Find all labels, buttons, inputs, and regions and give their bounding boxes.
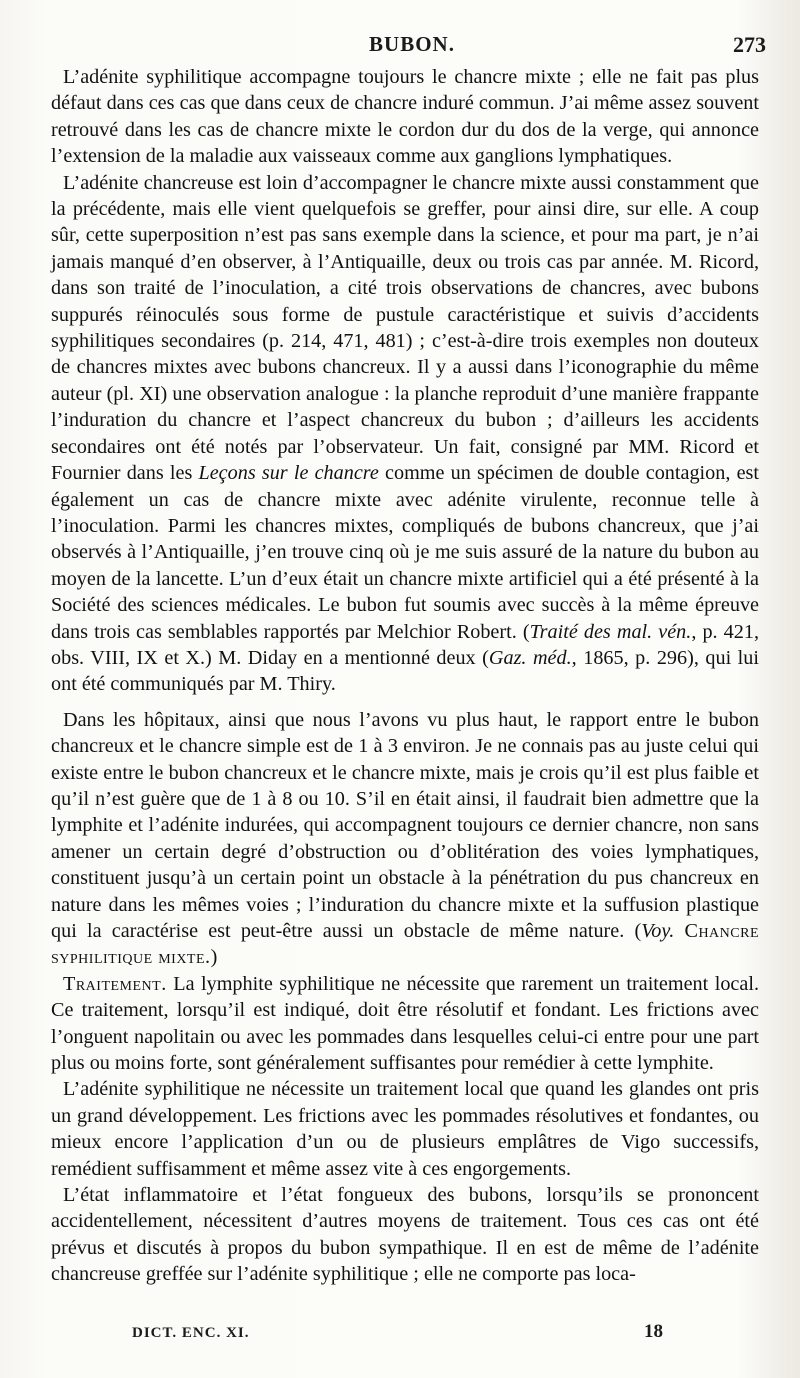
text-run: L’adénite chancreuse est loin d’accompagner le chancre mixte aussi constamment que la précédente, mais elle vient quelquefois se greffer, pour ainsi dire, sur elle. A coup sûr, cette superposition n’est pas sans exemple dans la science, et pour ma part, je n’ai jamais manqué d’en observer, à l’Antiquaille, deux ou trois cas par année. M. Ricord, dans son traité de l’inoculation, a cité trois observations de chancres, avec bubons suppurés réinoculés sous forme de pustule caractéristique et suivis d’accidents syphilitiques secondaires (p. 214, 471, 481) ; c’est-à-dire trois exemples non douteux de chancres mixtes avec bubons chancreux. Il y a aussi dans l’iconographie du même auteur (pl. XI) une observation analogue : la planche reproduit d’une manière frappante l’induration du chancre et l’aspect chancreux du bubon ; d’ailleurs les accidents secondaires ont été notés par l’observateur. Un fait, consigné par MM. Ricord et Fournier dans les (51, 171, 759, 485)
text-run: La lymphite syphilitique ne nécessite que rarement un traitement local. Ce traitement, lorsqu’il est indiqué, doit être résolutif et fondant. Les frictions avec l’onguent napolitain ou avec les pommades dans lesquelles celui-ci entre pour une part plus ou moins forte, sont généralement suffisantes pour remédier à cette lymphite. (51, 972, 759, 1075)
running-title: BUBON. (369, 32, 455, 56)
sheet-number: 18 (644, 1321, 663, 1342)
body-text (51, 64, 759, 1288)
page-footer (132, 1321, 720, 1351)
text-run: ) (210, 946, 218, 969)
text-run: L’état inflammatoire et l’état fongueux des bubons, lorsqu’ils se prononcent accidentellement, nécessitent d’autres moyens de traitement. Tous ces cas ont été prévus et discutés à propos du bubon sympathique. Il en est de même de l’adénite chancreuse greffée sur l’adénite syphilitique ; elle ne comporte pas loca- (51, 1184, 759, 1286)
italic-text: Traité des mal. vén. (529, 620, 692, 643)
paragraph (51, 1182, 759, 1288)
text-run: L’adénite syphilitique accompagne toujours le chancre mixte ; elle ne fait pas plus défaut dans ces cas que dans ceux de chancre induré commun. J’ai même assez souvent retrouvé dans les cas de chancre mixte le cordon dur du dos de la verge, qui annonce l’extension de la maladie aux vaisseaux comme aux ganglions lymphatiques. (51, 66, 759, 168)
text-run: Dans les hôpitaux, ainsi que nous l’avons vu plus haut, le rapport entre le bubon chancreux et le chancre simple est de 1 à 3 environ. Je ne connais pas au juste celui qui existe entre le bubon chancreux et le chancre mixte, mais je crois qu’il est plus faible et qu’il n’est guère que de 1 à 8 ou 10. S’il en était ainsi, il faudrait bien admettre que la lymphite et l’adénite indurées, qui accompagnent toujours ce dernier chancre, non sans amener un certain degré d’obstruction ou d’oblitération des voies lymphatiques, constituent jusqu’à un certain point un obstacle à la pénétration du pus chancreux en nature dans les mêmes voies ; l’induration du chancre mixte et la suffusion plastique qui la caractérise est peut-être aussi un obstacle de même nature. ( (51, 708, 759, 942)
paragraph (51, 707, 759, 971)
text-run: L’adénite syphilitique ne nécessite un traitement local que quand les glandes ont pris un grand développement. Les frictions avec les pommades résolutives et fondantes, ou mieux encore l’application d’un ou de plusieurs emplâtres de Vigo successifs, remédient suffisamment et même assez vite à ces engorgements. (51, 1078, 759, 1180)
text-run: , p. 421, obs. VIII, IX et X.) M. Diday en a mentionné deux ( (51, 620, 759, 669)
paragraph (51, 170, 759, 698)
paragraph (51, 64, 759, 170)
small-caps-text: Chancre syphilitique mixte. (51, 920, 760, 969)
text-run (674, 920, 684, 942)
italic-text: Voy. (641, 920, 675, 942)
printer-signature: DICT. ENC. XI. (132, 1325, 250, 1341)
paragraph (51, 1076, 759, 1182)
italic-text: Gaz. méd. (488, 646, 572, 669)
paragraph (51, 971, 759, 1077)
text-run: comme un spécimen de double contagion, est également un cas de chancre mixte avec adénite virulente, reconnue telle à l’inoculation. Parmi les chancres mixtes, compliqués de bubons chancreux, que j’ai observés à l’Antiquaille, j’en trouve cinq où je me suis assuré de la nature du bubon au moyen de la lancette. L’un d’eux était un chancre mixte artificiel qui a été présenté à la Société des sciences médicales. Le bubon fut soumis avec succès à la même épreuve dans trois cas semblables rapportés par Melchior Robert. ( (51, 462, 760, 643)
text-run: , 1865, p. 296), qui lui ont été communiqués par M. Thiry. (51, 646, 759, 696)
page-header (50, 24, 774, 58)
page-number: 273 (733, 32, 766, 57)
italic-text: Leçons sur le chancre (198, 462, 379, 485)
small-caps-text: Traitement. (63, 972, 167, 995)
